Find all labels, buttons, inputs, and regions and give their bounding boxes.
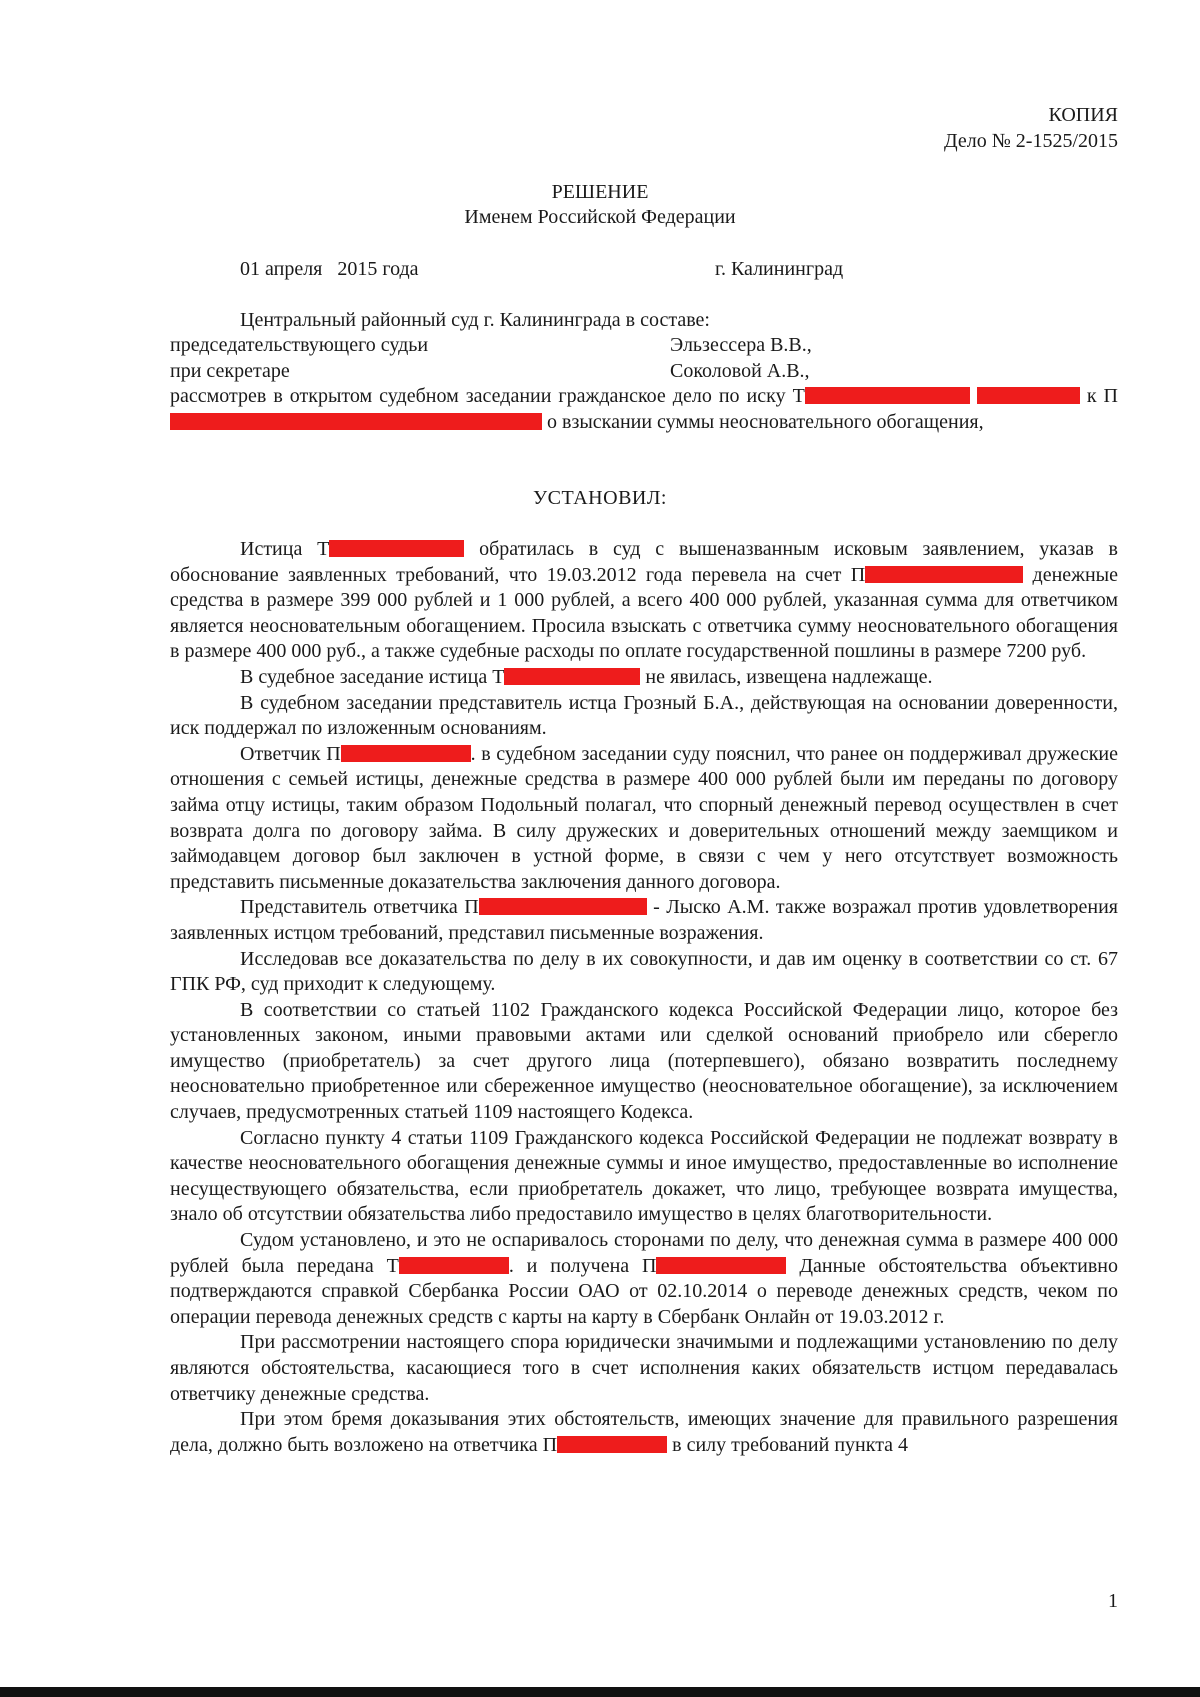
paragraph-text: Представитель ответчика П xyxy=(240,896,479,919)
redaction-mark xyxy=(977,387,1080,404)
paragraph-text: Судом установлено, и это не оспаривалось сторонами по делу, что денежная сумма в размере 400 000 рублей была передана Т xyxy=(170,1229,1118,1277)
paragraph-evidence: Исследовав все доказательства по делу в их совокупности, и дав им оценку в соответствии со ст. 67 ГПК РФ, суд приходит к следующему. xyxy=(170,947,1118,996)
redaction-mark xyxy=(504,668,640,685)
paragraph-text: не явилась, извещена надлежаще. xyxy=(640,665,933,688)
judge-name: Эльзессера В.В., xyxy=(670,334,812,356)
intro-text-3: о взыскании суммы неосновательного обогащения, xyxy=(542,410,984,433)
paragraph-text: . и получена П xyxy=(508,1254,657,1277)
redaction-mark xyxy=(341,745,471,762)
paragraph-text: В судебное заседание истица Т xyxy=(240,665,505,688)
paragraph-text: - Лыско А.М. также возражал против удовлетворения заявленных истцом требований, представил письменные возражения. xyxy=(170,896,1118,944)
redaction-mark xyxy=(329,540,464,557)
paragraph-claim xyxy=(170,537,1118,665)
intro-text-2: к П xyxy=(1079,385,1118,407)
secretary-label: при секретаре xyxy=(170,360,290,382)
judge-label: председательствующего судьи xyxy=(170,334,429,356)
paragraph-defendant-representative xyxy=(170,895,1118,946)
decision-city: г. Калининград xyxy=(715,258,844,280)
paragraph-text: в силу требований пункта 4 xyxy=(667,1433,909,1456)
paragraph-text: денежные средства в размере 399 000 рублей и 1 000 рублей, а всего 400 000 рублей, указанная сумма для ответчиком является неосновательным обогащением. Просила взыскать с ответчика сумму неосновательного обогащения в размере 400 000 руб., а также судебные расходы по оплате государственной пошлины в размере 7200 руб. xyxy=(170,563,1119,663)
paragraph-dispute: При рассмотрении настоящего спора юридически значимыми и подлежащими установлению по делу являются обстоятельства, касающиеся того в счет исполнения каких обязательств истцом передавалась ответчику денежные средства. xyxy=(170,1331,1118,1405)
scan-edge xyxy=(0,1687,1200,1697)
intro-text-1: рассмотрев в открытом судебном заседании гражданское дело по иску Т xyxy=(170,385,805,407)
court-composition: Центральный районный суд г. Калининграда в составе: xyxy=(240,309,710,331)
paragraph-defendant xyxy=(170,742,1118,896)
paragraph-article-1109: Согласно пункту 4 статьи 1109 Гражданского кодекса Российской Федерации не подлежат возврату в качестве неосновательного обогащения денежные суммы и иное имущество, предоставленные во исполнение несуществующего обязательства, если приобретатель докажет, что лицо, требующее возврата имущества, знало об отсутствии обязательства либо предоставило имущество в целях благотворительности. xyxy=(170,1126,1118,1226)
redaction-mark xyxy=(399,1257,509,1274)
paragraph-text: . в судебном заседании суду пояснил, что ранее он поддерживал дружеские отношения с семьей истицы, денежные средства в размере 400 000 рублей были им переданы по договору займа отцу истицы, таким образом Подольный полагал, что спорный денежный перевод осуществлен в счет возврата долга по договору займа. В силу дружеских и доверительных отношений между заемщиком и займодавцем договор был заключен в устной форме, в связи с чем у него отсутствует возможность представить письменные доказательства заключения данного договора. xyxy=(170,742,1118,893)
paragraph-representative: В судебном заседании представитель истца Грозный Б.А., действующая на основании доверенности, иск поддержал по изложенным основаниям. xyxy=(170,691,1118,740)
body-text xyxy=(170,537,1118,1458)
redaction-mark xyxy=(865,566,1023,583)
case-number: Дело № 2-1525/2015 xyxy=(943,130,1118,152)
paragraph-text: обратилась в суд с вышеназванным исковым заявлением, указав в обоснование заявленных требований, что 19.03.2012 года перевела на счет П xyxy=(170,538,1118,586)
paragraph-text: При этом бремя доказывания этих обстоятельств, имеющих значение для правильного разрешения дела, должно быть возложено на ответчика П xyxy=(170,1408,1118,1456)
redaction-mark xyxy=(557,1436,667,1453)
secretary-name: Соколовой А.В., xyxy=(670,360,810,382)
paragraph-article-1102: В соответствии со статьей 1102 Гражданского кодекса Российской Федерации лицо, которое без установленных законом, иными правовыми актами или сделкой оснований приобрело или сберегло имущество (приобретатель) за счет другого лица (потерпевшего), обязано возвратить последнему неосновательно приобретенное или сбереженное имущество (неосновательное обогащение), за исключением случаев, предусмотренных статьей 1109 настоящего Кодекса. xyxy=(170,998,1118,1124)
paragraph-absence xyxy=(170,665,1118,691)
document-title: РЕШЕНИЕ xyxy=(551,181,649,203)
copy-label: КОПИЯ xyxy=(1048,104,1118,126)
paragraph-burden-of-proof xyxy=(170,1407,1118,1458)
paragraph-text: Истица Т xyxy=(240,538,330,560)
redaction-mark xyxy=(170,413,542,430)
paragraph-established xyxy=(170,1228,1118,1330)
intro-paragraph xyxy=(170,384,1118,435)
document-subtitle: Именем Российской Федерации xyxy=(464,206,736,228)
section-heading: УСТАНОВИЛ: xyxy=(533,487,667,509)
paragraph-text: Данные обстоятельства объективно подтверждаются справкой Сбербанка России ОАО от 02.10.2014 о переводе денежных средств, чеком по операции перевода денежных средств с карты на карту в Сбербанк Онлайн от 19.03.2012 г. xyxy=(170,1254,1118,1328)
paragraph-text: Ответчик П xyxy=(240,742,341,765)
redaction-mark xyxy=(479,898,647,915)
redaction-mark xyxy=(805,387,970,404)
page-number: 1 xyxy=(1108,1590,1118,1612)
decision-date: 01 апреля 2015 года xyxy=(240,258,419,280)
redaction-mark xyxy=(656,1257,786,1274)
